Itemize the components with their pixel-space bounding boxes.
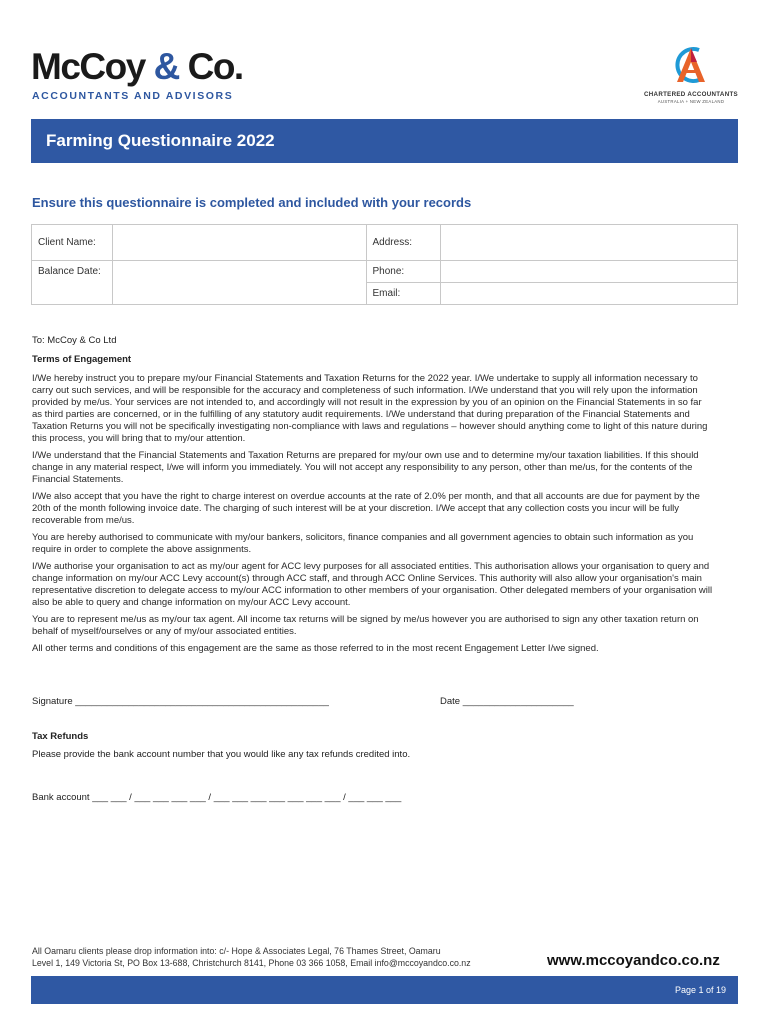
logo-tagline: ACCOUNTANTS AND ADVISORS: [32, 90, 234, 102]
terms-paragraph: I/We understand that the Financial Statements and Taxation Returns are prepared for my/our own use and to determine my/our taxation liabilities. If this should change in any material respect, I/we will inform you immediately. You will not accept any responsibility to any person, other than me/us, for the contents of the Financial Statements.: [32, 450, 699, 485]
terms-paragraph: You are hereby authorised to communicate with my/our bankers, solicitors, finance companies and all government agencies to obtain such information as you require in order to complete the above assignments.: [32, 532, 694, 555]
footer-address-line: Level 1, 149 Victoria St, PO Box 13-688, Christchurch 8141, Phone 03 366 1058, Email info@mccoyandco.co.nz: [32, 958, 471, 968]
page-title: Farming Questionnaire 2022: [46, 131, 275, 150]
terms-body: [32, 373, 714, 660]
logo-co: Co.: [187, 46, 243, 87]
date-field[interactable]: Date _____________________: [440, 696, 574, 707]
page-number: Page 1 of 19: [674, 985, 726, 995]
bank-account-field[interactable]: Bank account ___ ___ / ___ ___ ___ ___ / ___ ___ ___ ___ ___ ___ ___ / ___ ___ ___: [32, 792, 402, 803]
instruction-heading: Ensure this questionnaire is completed and included with your records: [32, 195, 472, 210]
address-field[interactable]: [441, 225, 738, 261]
terms-paragraph: I/We also accept that you have the right to charge interest on overdue accounts at the rate of 2.0% per month, and that all accounts are due for payment by the 20th of the month following invoice date. The charging of such interest will be at your discretion. I/We accept that any collection costs you incur will be fully recoverable from me/us.: [32, 491, 700, 526]
company-logo: [31, 48, 243, 85]
balance-date-label: Balance Date:: [32, 261, 113, 305]
terms-paragraph: All other terms and conditions of this engagement are the same as those referred to in the most recent Engagement Letter I/we signed.: [32, 643, 599, 654]
ca-emblem-icon: [669, 44, 713, 86]
logo-ampersand: &: [153, 46, 179, 87]
footer-address-line: All Oamaru clients please drop information into: c/- Hope & Associates Legal, 76 Thames Street, Oamaru: [32, 946, 441, 956]
client-name-label: Client Name:: [32, 225, 113, 261]
logo-name: McCoy: [31, 46, 145, 87]
signature-field[interactable]: Signature ________________________________________________: [32, 696, 329, 707]
terms-heading: Terms of Engagement: [32, 354, 132, 365]
tax-refunds-instruction: Please provide the bank account number that you would like any tax refunds credited into.: [32, 749, 411, 760]
client-details-table: [31, 224, 738, 305]
tax-refunds-heading: Tax Refunds: [32, 731, 89, 742]
balance-date-field[interactable]: [112, 261, 366, 305]
title-banner: [31, 119, 738, 163]
ca-region: AUSTRALIA + NEW ZEALAND: [657, 99, 725, 104]
terms-paragraph: I/We authorise your organisation to act as my/our agent for ACC levy purposes for all associated entities. This authorisation allows your organisation to query and change information on my/our ACC Levy account(s) through ACC staff, and through ACC Online Services. This authority will also allow your organisation's main representative discretion to delegate access to my/our ACC information to other members of your organisation. Other delegated members of your organisation will also be able to query and change information on my/our ACC Levy account.: [32, 561, 713, 608]
website-link[interactable]: www.mccoyandco.co.nz: [547, 952, 720, 969]
client-name-field[interactable]: [112, 225, 366, 261]
terms-paragraph: You are to represent me/us as my/our tax agent. All income tax returns will be signed by me/us however you are authorised to sign any other taxation return on behalf of myself/ourselves or any of my/our associated entities.: [32, 614, 699, 637]
ca-logo: [640, 44, 742, 104]
address-label: Address:: [366, 225, 441, 261]
terms-paragraph: I/We hereby instruct you to prepare my/our Financial Statements and Taxation Returns for the 2022 year. I/We undertake to supply all information necessary to carry out such services, and will be responsible for the accuracy and completeness of such information. I/We understand that you will rely upon the information provided by me/us. Your services are not intended to, and accordingly will not result in the expression by you of an opinion on the Financial Statements in so far as third parties are concerned, or in the fulfilling of any statutory audit requirements. I/We understand that during preparation of the Financial Statements and Taxation Returns you will not be specifically investigating non-compliance with laws and regulations – however should anything come to light of this nature during this process, you will bring that to my/our attention.: [32, 373, 708, 444]
email-label: Email:: [366, 283, 441, 305]
email-field[interactable]: [441, 283, 738, 305]
letter-recipient: To: McCoy & Co Ltd: [32, 335, 117, 346]
footer-address: [32, 945, 532, 969]
phone-label: Phone:: [366, 261, 441, 283]
ca-name: CHARTERED ACCOUNTANTS: [644, 91, 738, 98]
phone-field[interactable]: [441, 261, 738, 283]
footer-bar: [31, 976, 738, 1004]
